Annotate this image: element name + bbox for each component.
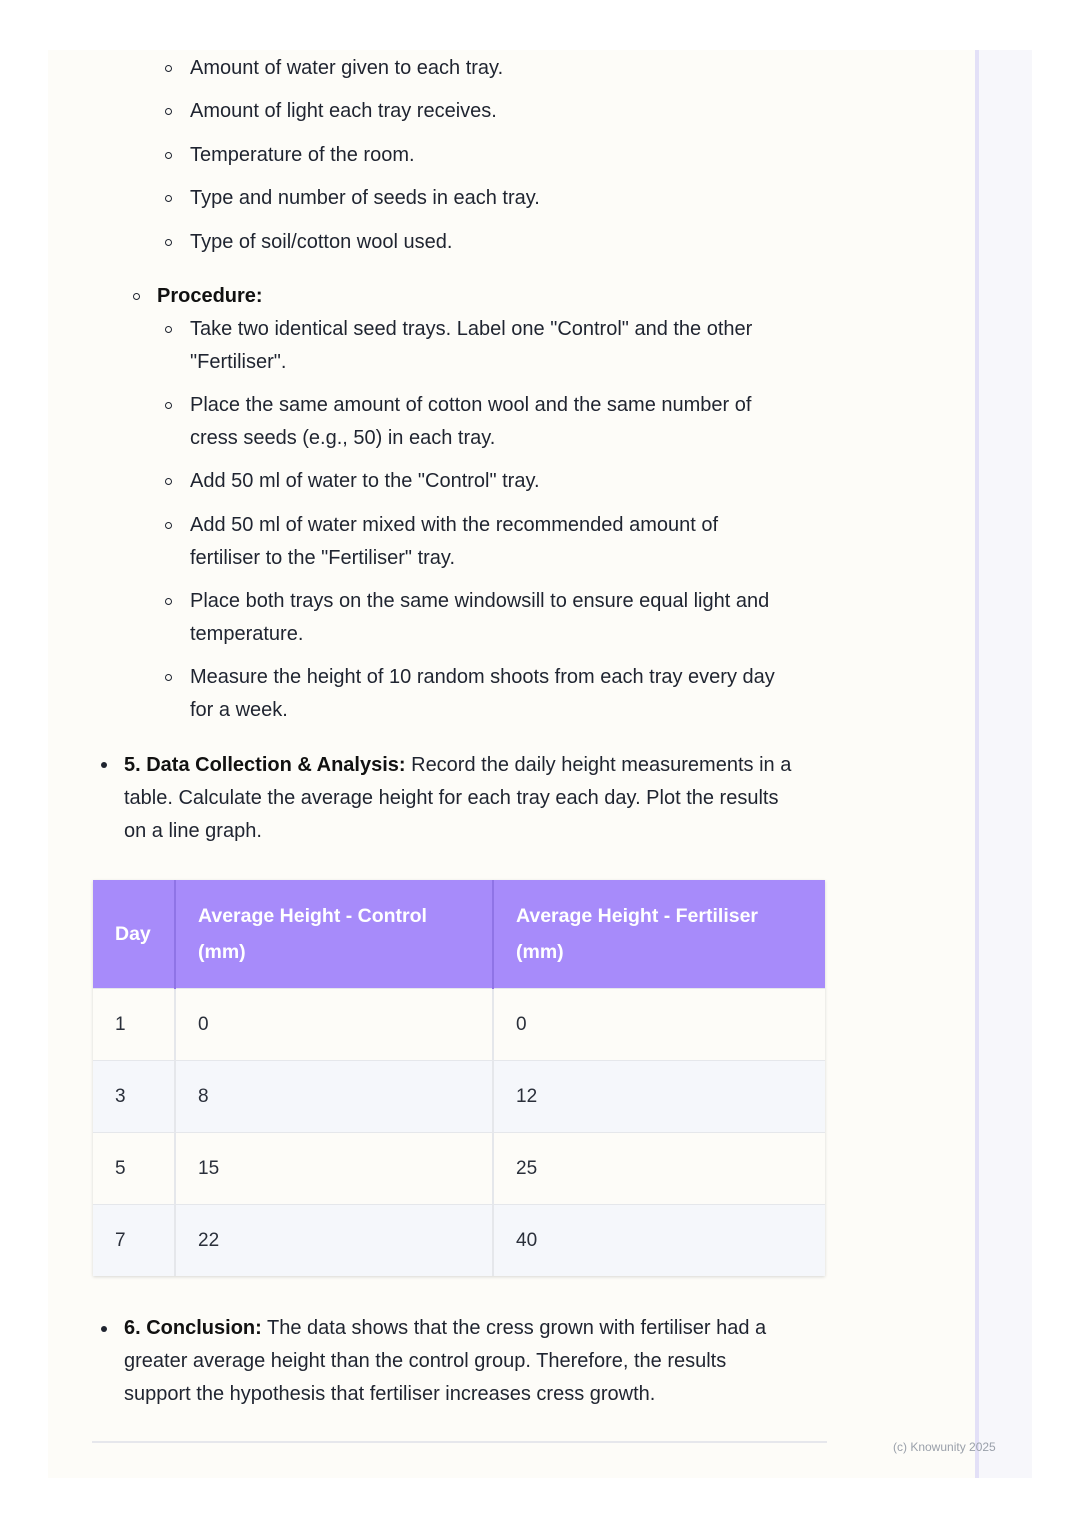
table-row <box>93 1205 825 1277</box>
bullet-icon <box>165 478 172 485</box>
cell-day: 5 <box>93 1133 175 1205</box>
bullet-icon <box>165 108 172 115</box>
bullet-icon <box>101 762 107 768</box>
list-item: Amount of light each tray receives. <box>190 100 497 122</box>
cell-day: 7 <box>93 1205 175 1277</box>
data-collection-paragraph: 5. Data Collection & Analysis: Record the daily height measurements in a <box>124 754 792 776</box>
cell-control: 0 <box>175 989 493 1061</box>
list-item: Place the same amount of cotton wool and the same number of <box>190 394 752 416</box>
list-item: Type of soil/cotton wool used. <box>190 231 453 253</box>
bullet-icon <box>165 65 172 72</box>
data-collection-paragraph-line: table. Calculate the average height for each tray each day. Plot the results <box>124 787 779 809</box>
side-margin <box>975 50 1032 1478</box>
cell-fertiliser: 0 <box>493 989 825 1061</box>
procedure-heading: Procedure: <box>157 285 263 307</box>
table-row <box>93 1061 825 1133</box>
cell-day: 1 <box>93 989 175 1061</box>
bullet-icon <box>165 598 172 605</box>
bullet-icon <box>165 522 172 529</box>
table-row <box>93 1133 825 1205</box>
list-item: Type and number of seeds in each tray. <box>190 187 540 209</box>
column-header-control: Average Height - Control (mm) <box>175 880 493 989</box>
list-item: Take two identical seed trays. Label one "Control" and the other <box>190 318 753 340</box>
cell-fertiliser: 12 <box>493 1061 825 1133</box>
column-header-day: Day <box>93 880 175 989</box>
column-header-fertiliser: Average Height - Fertiliser (mm) <box>493 880 825 989</box>
bullet-icon <box>165 239 172 246</box>
table-row <box>93 989 825 1061</box>
bullet-icon <box>165 326 172 333</box>
bullet-icon <box>133 293 140 300</box>
list-item: Temperature of the room. <box>190 144 415 166</box>
data-collection-paragraph-line: on a line graph. <box>124 820 262 842</box>
list-item: Add 50 ml of water to the "Control" tray. <box>190 470 540 492</box>
list-item: for a week. <box>190 699 288 721</box>
cell-fertiliser: 40 <box>493 1205 825 1277</box>
conclusion-paragraph-line: support the hypothesis that fertiliser increases cress growth. <box>124 1383 656 1405</box>
list-item: Measure the height of 10 random shoots from each tray every day <box>190 666 775 688</box>
divider <box>92 1441 827 1443</box>
list-item: Place both trays on the same windowsill to ensure equal light and <box>190 590 770 612</box>
bullet-icon <box>165 674 172 681</box>
list-item: fertiliser to the "Fertiliser" tray. <box>190 547 455 569</box>
cell-day: 3 <box>93 1061 175 1133</box>
bullet-icon <box>165 152 172 159</box>
bullet-icon <box>165 402 172 409</box>
cell-control: 22 <box>175 1205 493 1277</box>
bullet-icon <box>101 1326 107 1332</box>
conclusion-paragraph: 6. Conclusion: The data shows that the cress grown with fertiliser had a <box>124 1317 767 1339</box>
table-header-row <box>93 880 825 989</box>
conclusion-paragraph-line: greater average height than the control group. Therefore, the results <box>124 1350 727 1372</box>
copyright-text: (c) Knowunity 2025 <box>893 1440 996 1454</box>
list-item: "Fertiliser". <box>190 351 287 373</box>
list-item: Amount of water given to each tray. <box>190 57 504 79</box>
list-item: temperature. <box>190 623 304 645</box>
list-item: Add 50 ml of water mixed with the recommended amount of <box>190 514 719 536</box>
list-item: cress seeds (e.g., 50) in each tray. <box>190 427 496 449</box>
results-table <box>93 880 825 1276</box>
cell-control: 8 <box>175 1061 493 1133</box>
bullet-icon <box>165 195 172 202</box>
cell-control: 15 <box>175 1133 493 1205</box>
cell-fertiliser: 25 <box>493 1133 825 1205</box>
